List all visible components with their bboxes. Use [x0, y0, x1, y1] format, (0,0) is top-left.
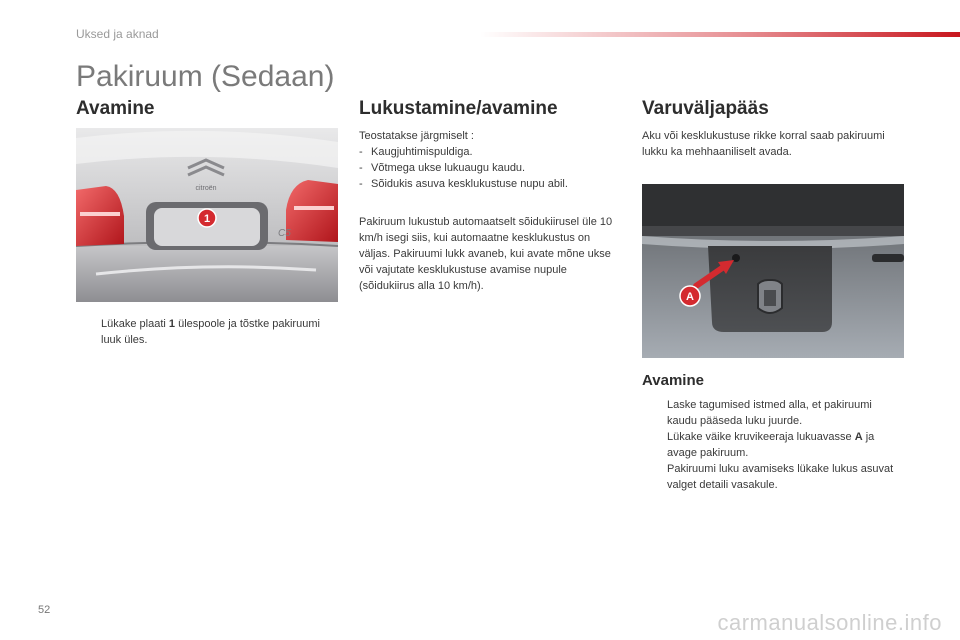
emergency-intro: Aku või kesklukustuse rikke korral saab pakiruumi lukku ka mehhaaniliselt avada.	[642, 130, 885, 158]
heading-emergency: Varuväljapääs	[642, 98, 769, 119]
bullet-insert-screwdriver: Lükake väike kruvikeeraja lukuavasse A ja avage pakiruum.	[667, 431, 875, 459]
callout-label-a: A	[686, 291, 694, 303]
lock-mechanism-illustration	[642, 184, 904, 358]
header-section: Uksed ja aknad	[76, 27, 159, 41]
bullet-push-white-part: Pakiruumi luku avamiseks lükake lukus asuvat valget detaili vasakule.	[667, 463, 894, 491]
watermark: carmanualsonline.info	[717, 610, 942, 635]
subheading-opening: Avamine	[642, 372, 704, 389]
locking-intro: Teostatakse järgmiselt :	[359, 130, 474, 142]
header-accent-bar	[480, 32, 960, 37]
trunk-lid-illustration	[76, 128, 338, 302]
dash-item-2: - Võtmega ukse lukuaugu kaudu.	[359, 162, 526, 174]
model-badge: C5	[278, 228, 291, 239]
column-emergency	[642, 96, 904, 493]
heading-locking: Lukustamine/avamine	[359, 98, 558, 119]
heading-opening: Avamine	[76, 98, 155, 119]
dash-item-1: - Kaugjuhtimispuldiga.	[359, 146, 473, 158]
page-number: 52	[38, 604, 51, 616]
bullet-lower-seats: Laske tagumised istmed alla, et pakiruumi kaudu pääseda luku juurde.	[667, 399, 872, 427]
svg-text:citroën: citroën	[195, 185, 217, 192]
locking-paragraph: Pakiruum lukustub automaatselt sõidukiirusel üle 10 km/h isegi siis, kui automaatne kesklukustus on väljas. Pakiruumi lukk avaneb, kui avate mõne ukse või vajutate kesklukustuse avamise nupule (sõidukiirus alla 10 km/h).	[359, 216, 613, 292]
dash-item-3: - Sõidukis asuva kesklukustuse nupu abil.	[359, 178, 568, 190]
bullet-lift-plate: Lükake plaati 1 ülespoole ja tõstke pakiruumi luuk üles.	[101, 318, 320, 346]
callout-label-1: 1	[203, 213, 211, 225]
column-locking	[359, 96, 621, 294]
page-title: Pakiruum (Sedaan)	[76, 60, 335, 93]
column-opening	[76, 96, 338, 348]
